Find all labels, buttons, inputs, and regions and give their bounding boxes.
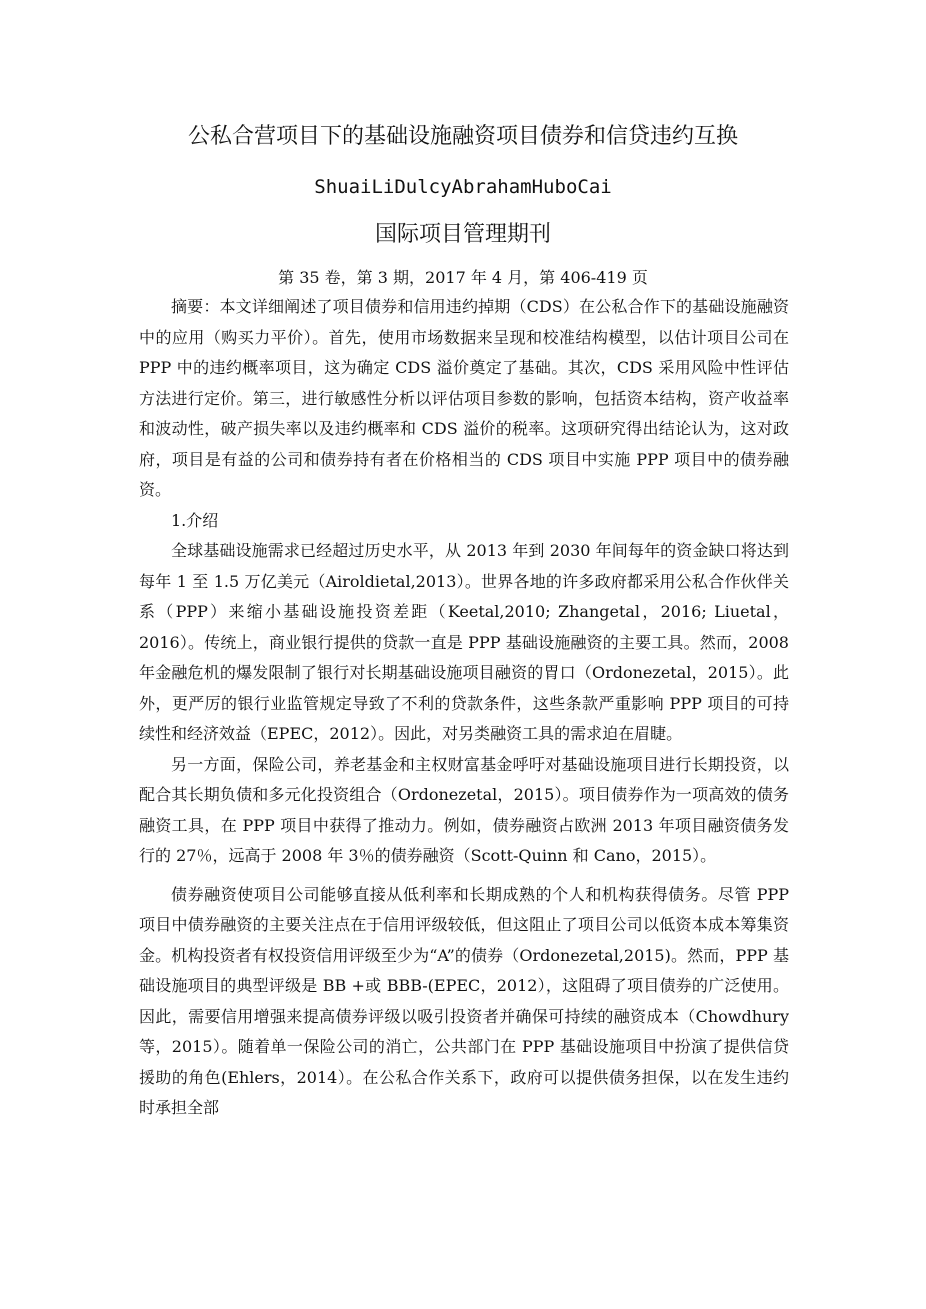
body-paragraph: 另一方面，保险公司，养老基金和主权财富基金呼吁对基础设施项目进行长期投资，以配合其长期负债和多元化投资组合（Ordonezetal，2015）。项目债券作为一项高效的债务融资工具，在 PPP 项目中获得了推动力。例如，债券融资占欧洲 2013 年项目融资债务发行的 27％，远高于 2008 年 3％的债券融资（Scott-Quinn 和 Cano，2015）。 bbox=[139, 754, 789, 865]
issue-info: 第 35 卷，第 3 期，2017 年 4 月，第 406-419 页 bbox=[278, 268, 648, 287]
journal-name: 国际项目管理期刊 bbox=[374, 222, 551, 247]
section-heading: 1.介绍 bbox=[171, 510, 219, 530]
paper-authors: ShuaiLiDulcyAbrahamHuboCai bbox=[314, 176, 612, 198]
abstract: 摘要：本文详细阐述了项目债券和信用违约掉期（CDS）在公私合作下的基础设施融资中的应用（购买力平价）。首先，使用市场数据来呈现和校准结构模型，以估计项目公司在 PPP 中的违约概率项目，这为确定 CDS 溢价奠定了基础。其次，CDS 采用风险中性评估方法进行定价。第三，进行敏感性分析以评估项目参数的影响，包括资本结构，资产收益率和波动性，破产损失率以及违约概率和 CDS 溢价的税率。这项研究得出结论认为，这对政府，项目是有益的公司和债券持有者在价格相当的 CDS 项目中实施 PPP 项目中的债券融资。 bbox=[139, 297, 789, 499]
paper-title: 公私合营项目下的基础设施融资项目债券和信贷违约互换 bbox=[187, 124, 738, 149]
body-paragraph: 全球基础设施需求已经超过历史水平，从 2013 年到 2030 年间每年的资金缺口将达到每年 1 至 1.5 万亿美元（Airoldietal,2013）。世界各地的许多政府都采用公私合作伙伴关系（PPP）来缩小基础设施投资差距（Keetal,2010; Zhangetal，2016; Liuetal，2016）。传统上，商业银行提供的贷款一直是 PPP 基础设施融资的主要工具。然而，2008 年金融危机的爆发限制了银行对长期基础设施项目融资的胃口（Ordonezetal，2015）。此外，更严厉的银行业监管规定导致了不利的贷款条件，这些条款严重影响 PPP 项目的可持续性和经济效益（EPEC，2012）。因此，对另类融资工具的需求迫在眉睫。 bbox=[139, 541, 789, 743]
paper-body bbox=[139, 292, 789, 1124]
body-paragraph: 债券融资使项目公司能够直接从低利率和长期成熟的个人和机构获得债务。尽管 PPP 项目中债券融资的主要关注点在于信用评级较低，但这阻止了项目公司以低资本成本筹集资金。机构投资者有权投资信用评级至少为“A”的债券（Ordonezetal,2015)。然而，PPP 基础设施项目的典型评级是 BB +或 BBB-(EPEC，2012），这阻碍了项目债券的广泛使用。因此，需要信用增强来提高债券评级以吸引投资者并确保可持续的融资成本（Chowdhury 等，2015）。随着单一保险公司的消亡，公共部门在 PPP 基础设施项目中扮演了提供信贷援助的角色(Ehlers，2014）。在公私合作关系下，政府可以提供债务担保，以在发生违约时承担全部 bbox=[139, 884, 789, 1117]
